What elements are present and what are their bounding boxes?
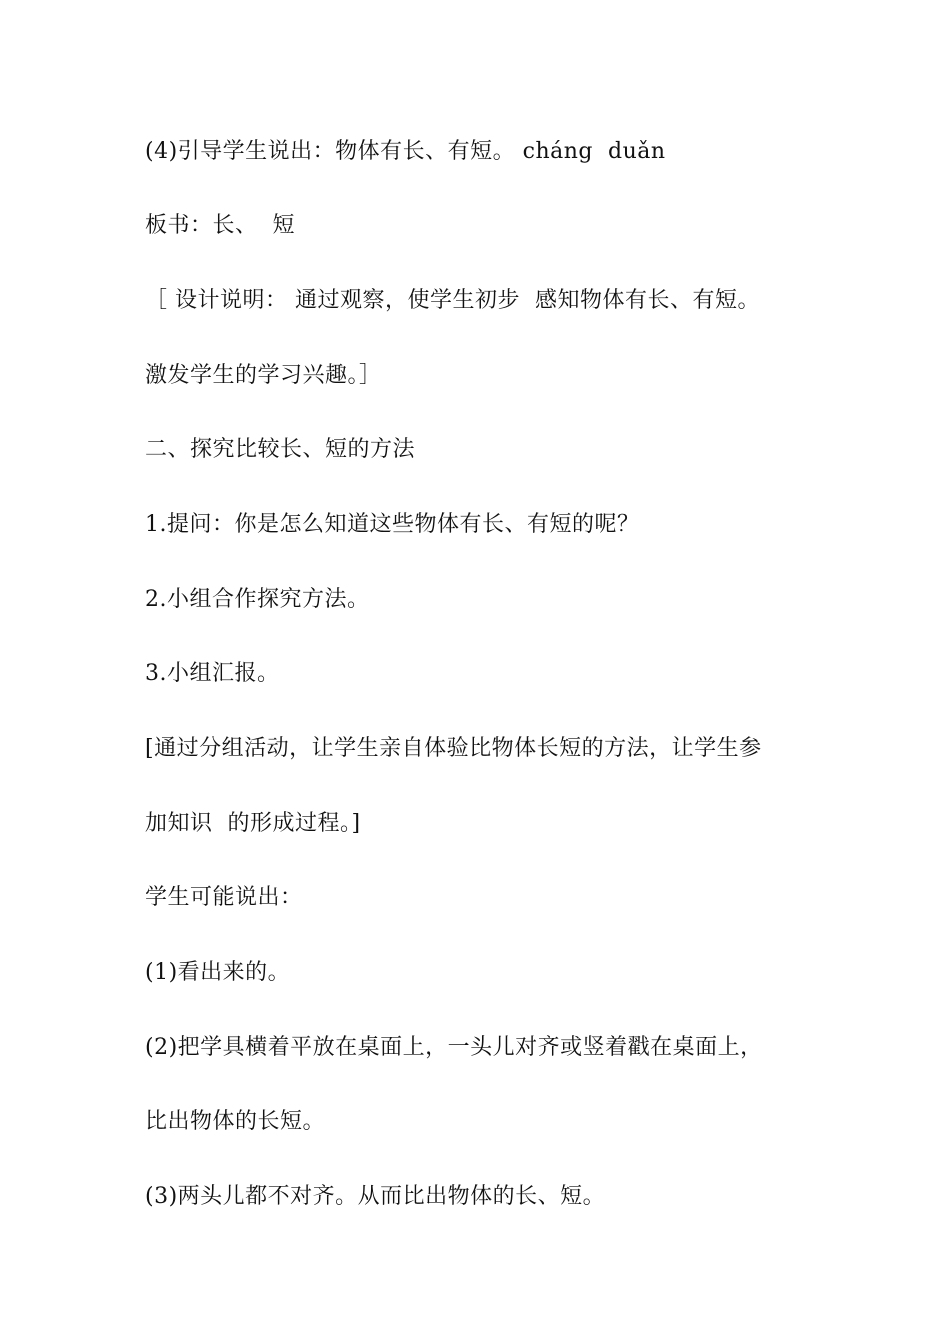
text-line-students-say: 学生可能说出： (145, 885, 303, 910)
text-line-answer-2a: (2)把学具横着平放在桌面上，一头儿对齐或竖着戳在桌面上， (145, 1035, 763, 1060)
text-line-answer-3: (3)两头儿都不对齐。从而比出物体的长、短。 (145, 1184, 606, 1209)
text-line-blackboard: 板书：长、 短 (145, 213, 295, 238)
text-line-design-note-2: 激发学生的学习兴趣。］ (145, 363, 382, 388)
section-heading: 二、探究比较长、短的方法 (145, 437, 416, 462)
text-line-pinyin-intro: (4)引导学生说出：物体有长、有短。 cháng duǎn (145, 139, 666, 164)
text-line-step-3: 3.小组汇报。 (145, 661, 280, 686)
text-line-step-2: 2.小组合作探究方法。 (145, 587, 370, 612)
text-line-activity-note-2: 加知识 的形成过程。] (145, 811, 361, 836)
text-line-answer-1: (1)看出来的。 (145, 960, 291, 985)
text-line-answer-2b: 比出物体的长短。 (145, 1109, 326, 1134)
text-line-step-1: 1.提问：你是怎么知道这些物体有长、有短的呢？ (145, 512, 640, 537)
text-line-activity-note-1: [通过分组活动，让学生亲自体验比物体长短的方法，让学生参 (145, 736, 762, 761)
text-line-design-note-1: ［ 设计说明： 通过观察，使学生初步 感知物体有长、有短。 (145, 288, 760, 313)
